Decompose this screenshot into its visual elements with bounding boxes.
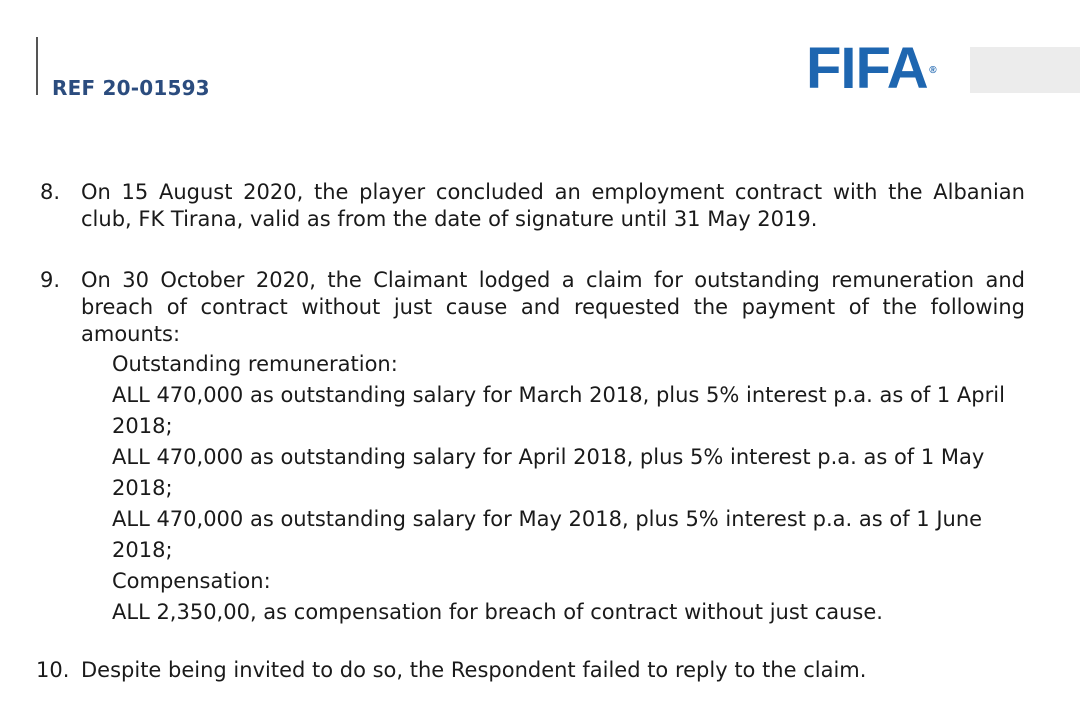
paragraph-number: 9. [40, 268, 61, 292]
header-divider [36, 37, 38, 95]
list-item: ALL 2,350,00, as compensation for breach of contract without just cause. [112, 600, 883, 624]
paragraph-8 [40, 179, 1025, 233]
list-item: 2018; [112, 538, 173, 562]
list-item: 2018; [112, 414, 173, 438]
claim-list [112, 349, 1012, 628]
registered-mark: ® [929, 65, 936, 76]
list-item: ALL 470,000 as outstanding salary for March 2018, plus 5% interest p.a. as of 1 April [112, 383, 1005, 407]
paragraph-text: On 15 August 2020, the player concluded an employment contract with the Albanian club, FK Tirana, valid as from the date of signature until 31 May 2019. [81, 180, 1025, 231]
paragraph-9 [40, 267, 1025, 348]
list-item: Compensation: [112, 569, 271, 593]
list-item: Outstanding remuneration: [112, 352, 398, 376]
paragraph-text: Despite being invited to do so, the Respondent failed to reply to the claim. [81, 658, 867, 682]
fifa-logo-text: FIFA [806, 36, 928, 101]
paragraph-number: 8. [40, 180, 61, 204]
reference-number: REF 20-01593 [52, 76, 210, 100]
paragraph-number: 10. [36, 658, 70, 682]
fifa-logo [806, 36, 936, 101]
paragraph-text: On 30 October 2020, the Claimant lodged a claim for outstanding remuneration and breach of contract without just cause and requested the payment of the following amounts: [81, 268, 1025, 346]
paragraph-10 [36, 657, 1025, 684]
list-item: 2018; [112, 476, 173, 500]
list-item: ALL 470,000 as outstanding salary for April 2018, plus 5% interest p.a. as of 1 May [112, 445, 985, 469]
list-item: ALL 470,000 as outstanding salary for May 2018, plus 5% interest p.a. as of 1 June [112, 507, 983, 531]
header-gray-bar [970, 47, 1080, 93]
